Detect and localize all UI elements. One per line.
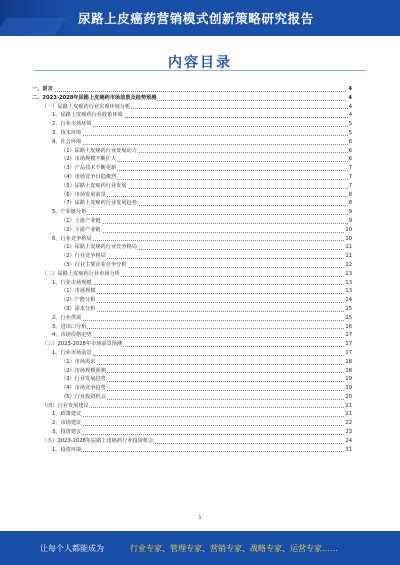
document-header: [0, 0, 400, 36]
toc-entry-title: 1、行业市场规模: [52, 279, 92, 286]
toc-entry-page: 15: [345, 314, 352, 321]
toc-entry-title: （三）2023-2028年市场前景预测: [42, 341, 123, 348]
toc-entry-title: 3、进出口分析: [52, 323, 87, 330]
toc-entry-title: 5、产业链分析: [52, 209, 87, 216]
toc-entry[interactable]: [32, 349, 352, 358]
toc-entry[interactable]: [32, 437, 352, 446]
toc-entry-page: 23: [345, 429, 352, 436]
toc-entry-title: （2）行业竞争格局: [61, 253, 106, 260]
toc-entry[interactable]: [32, 384, 352, 393]
toc-entry-title: （4）市场竞争日趋激烈: [61, 173, 117, 180]
toc-entry-title: （2）产能分析: [61, 297, 96, 304]
toc-entry[interactable]: [32, 279, 352, 288]
toc-entry-page: 19: [345, 376, 352, 383]
toc-entry[interactable]: [32, 367, 352, 376]
toc-entry-title: 1、政策建议: [52, 411, 82, 418]
toc-entry-page: 6: [348, 156, 352, 163]
toc-leader-dots: [52, 126, 348, 127]
toc-entry-page: 18: [345, 358, 352, 365]
toc-entry-page: 5: [348, 129, 352, 136]
toc-entry-page: 4: [348, 94, 352, 101]
toc-entry[interactable]: [32, 164, 352, 173]
toc-leader-dots: [61, 223, 348, 224]
toc-entry[interactable]: [32, 296, 352, 305]
toc-entry[interactable]: [32, 120, 352, 129]
toc-entry-title: 2、市场建议: [52, 420, 82, 427]
toc-leader-dots: [61, 311, 348, 312]
toc-leader-dots: [52, 240, 348, 241]
toc-entry-page: 20: [345, 393, 352, 400]
toc-entry-page: 18: [345, 367, 352, 374]
toc-entry-title: （五）2023-2028年尿路上皮癌药行业投资机会: [42, 437, 154, 444]
toc-entry-page: 5: [348, 121, 352, 128]
toc-entry-page: 11: [345, 253, 352, 260]
toc-entry[interactable]: [32, 287, 352, 296]
toc-entry-title: （1）尿路上皮癌药行业竞争格局: [61, 244, 137, 251]
toc-entry-page: 4: [348, 103, 352, 110]
toc-entry-page: 15: [345, 305, 352, 312]
toc-entry[interactable]: [32, 410, 352, 419]
toc-entry-page: 8: [348, 191, 352, 198]
footer-slogan: 让每个人都能成为: [40, 544, 104, 553]
toc-entry[interactable]: [32, 217, 352, 226]
toc-entry[interactable]: [32, 428, 352, 437]
toc-entry-title: 2、行业供需: [52, 314, 82, 321]
toc-entry[interactable]: [32, 402, 352, 411]
toc-entry-page: 31: [345, 446, 352, 453]
document-footer: [0, 531, 400, 565]
toc-entry-page: 6: [348, 138, 352, 145]
toc-leader-dots: [52, 434, 348, 435]
toc-entry-title: （7）尿路上皮癌药行业发展趋势: [61, 200, 137, 207]
toc-entry[interactable]: [32, 173, 352, 182]
toc-entry[interactable]: [32, 270, 352, 279]
toc-entry-title: 1、投资环境: [52, 446, 82, 453]
toc-entry[interactable]: [32, 208, 352, 217]
toc-entry-page: 4: [348, 112, 352, 119]
toc-entry-title: （5）行业投资机会: [61, 393, 106, 400]
toc-entry-title: （3）产品技术不断更新: [61, 165, 117, 172]
toc-entry-title: （2）市场规模预测: [61, 367, 106, 374]
toc-entry[interactable]: [32, 235, 352, 244]
toc-leader-dots: [52, 451, 348, 452]
toc-leader-dots: [52, 144, 348, 145]
toc-entry-title: （四）行业发展建议: [42, 402, 89, 409]
toc-entry[interactable]: [32, 375, 352, 384]
toc-entry-title: （1）尿路上皮癌药行业发展动力: [61, 147, 137, 154]
document-title: 尿路上皮癌药营销模式创新策略研究报告: [78, 11, 314, 26]
toc-entry[interactable]: [32, 340, 352, 349]
toc-entry[interactable]: [32, 323, 352, 332]
toc-entry-title: 1、行业市场前景: [52, 349, 92, 356]
toc-entry-title: （1）上游产业链: [61, 217, 101, 224]
toc-entry-title: 2、行业市场环境: [52, 121, 92, 128]
toc-leader-dots: [61, 364, 348, 365]
toc-leader-dots: [52, 135, 348, 136]
toc-entry-title: 6、行业竞争格局: [52, 235, 92, 242]
toc-entry[interactable]: [32, 129, 352, 138]
toc-entry[interactable]: [32, 305, 352, 314]
toc-entry[interactable]: [32, 243, 352, 252]
footer-tagline: 行业专家、管理专家、营销专家、战略专家、运营专家……: [130, 544, 338, 553]
toc-entry-title: 1、尿路上皮癌药行业政策环境: [52, 112, 123, 119]
toc-heading: 内容目录: [168, 55, 232, 71]
toc-entry-page: 13: [345, 279, 352, 286]
toc-entry-title: 一、前言: [32, 86, 53, 92]
toc-entry-page: 17: [345, 332, 352, 339]
toc-entry-page: 8: [348, 200, 352, 207]
toc-entry-page: 17: [345, 341, 352, 348]
toc-entry-title: （1）市场需求: [61, 358, 96, 365]
toc-leader-dots: [61, 293, 348, 294]
toc-entry[interactable]: [32, 199, 352, 208]
toc-entry[interactable]: [32, 314, 352, 323]
toc-entry-title: （3）需求分析: [61, 305, 96, 312]
toc-entry-page: 11: [345, 244, 352, 251]
toc-entry[interactable]: [32, 261, 352, 270]
toc-leader-dots: [52, 416, 348, 417]
toc-entry-page: 7: [348, 182, 352, 189]
toc-leader-dots: [52, 284, 348, 285]
toc-entry-page: 4: [348, 86, 352, 92]
toc-leader-dots: [52, 320, 348, 321]
toc-entry-title: （2）市场规模不断扩大: [61, 156, 117, 163]
toc-entry[interactable]: [32, 331, 352, 340]
table-of-contents: [32, 85, 352, 454]
toc-leader-dots: [32, 91, 348, 92]
toc-entry-title: 3、投资建议: [52, 429, 82, 436]
toc-entry[interactable]: [32, 182, 352, 191]
toc-entry-page: 14: [345, 297, 352, 304]
toc-entry-page: 16: [345, 323, 352, 330]
toc-entry-title: （3）行业发展趋势: [61, 376, 106, 383]
toc-entry-page: 7: [348, 165, 352, 172]
toc-entry-title: （6）市场发展前景: [61, 191, 106, 198]
toc-entry[interactable]: [32, 226, 352, 235]
toc-entry-title: （3）行业主要企业竞争分析: [61, 261, 127, 268]
toc-entry-page: 7: [348, 173, 352, 180]
toc-entry-page: 9: [348, 217, 352, 224]
toc-entry[interactable]: [32, 94, 352, 103]
toc-entry[interactable]: [32, 155, 352, 164]
toc-leader-dots: [52, 214, 348, 215]
toc-leader-dots: [61, 232, 348, 233]
heading-divider: [34, 70, 366, 71]
toc-entry[interactable]: [32, 446, 352, 455]
toc-entry[interactable]: [32, 252, 352, 261]
toc-entry-page: 13: [345, 270, 352, 277]
toc-entry-title: （5）尿路上皮癌药行业发展: [61, 182, 127, 189]
toc-entry-title: （一）尿路上皮癌药行业宏观环境分析: [42, 103, 131, 110]
toc-entry-page: 9: [348, 209, 352, 216]
toc-entry-title: （二）尿路上皮癌药行业市场分析: [42, 270, 120, 277]
toc-entry-page: 6: [348, 147, 352, 154]
toc-entry-page: 12: [345, 261, 352, 268]
toc-entry-page: 22: [345, 420, 352, 427]
toc-entry-page: 17: [345, 349, 352, 356]
toc-entry-title: （4）市场竞争趋势: [61, 385, 106, 392]
toc-entry-page: 24: [345, 437, 352, 444]
toc-entry[interactable]: [32, 111, 352, 120]
toc-entry[interactable]: [32, 103, 352, 112]
toc-entry-page: 21: [345, 402, 352, 409]
toc-entry-title: 4、社会环境: [52, 138, 82, 145]
toc-entry-title: 3、技术环境: [52, 129, 82, 136]
toc-entry-title: （1）市场规模: [61, 288, 96, 295]
toc-entry-page: 21: [345, 411, 352, 418]
toc-leader-dots: [61, 302, 348, 303]
toc-entry[interactable]: [32, 191, 352, 200]
toc-entry-title: （2）下游产业链: [61, 226, 101, 233]
toc-entry-page: 19: [345, 385, 352, 392]
toc-entry-page: 13: [345, 288, 352, 295]
toc-entry-title: 4、市场价格走势: [52, 332, 92, 339]
toc-entry[interactable]: [32, 147, 352, 156]
toc-leader-dots: [52, 355, 348, 356]
toc-entry[interactable]: [32, 358, 352, 367]
page-number: 1: [198, 515, 202, 521]
toc-entry[interactable]: [32, 419, 352, 428]
toc-entry-page: 10: [345, 226, 352, 233]
toc-entry[interactable]: [32, 138, 352, 147]
toc-entry[interactable]: [32, 85, 352, 94]
toc-leader-dots: [52, 328, 348, 329]
toc-entry[interactable]: [32, 393, 352, 402]
toc-entry-title: 二、2023-2028年尿路上皮癌药市场前景及趋势预测: [32, 94, 157, 101]
toc-leader-dots: [52, 425, 348, 426]
toc-entry-page: 10: [345, 235, 352, 242]
toc-leader-dots: [52, 337, 348, 338]
